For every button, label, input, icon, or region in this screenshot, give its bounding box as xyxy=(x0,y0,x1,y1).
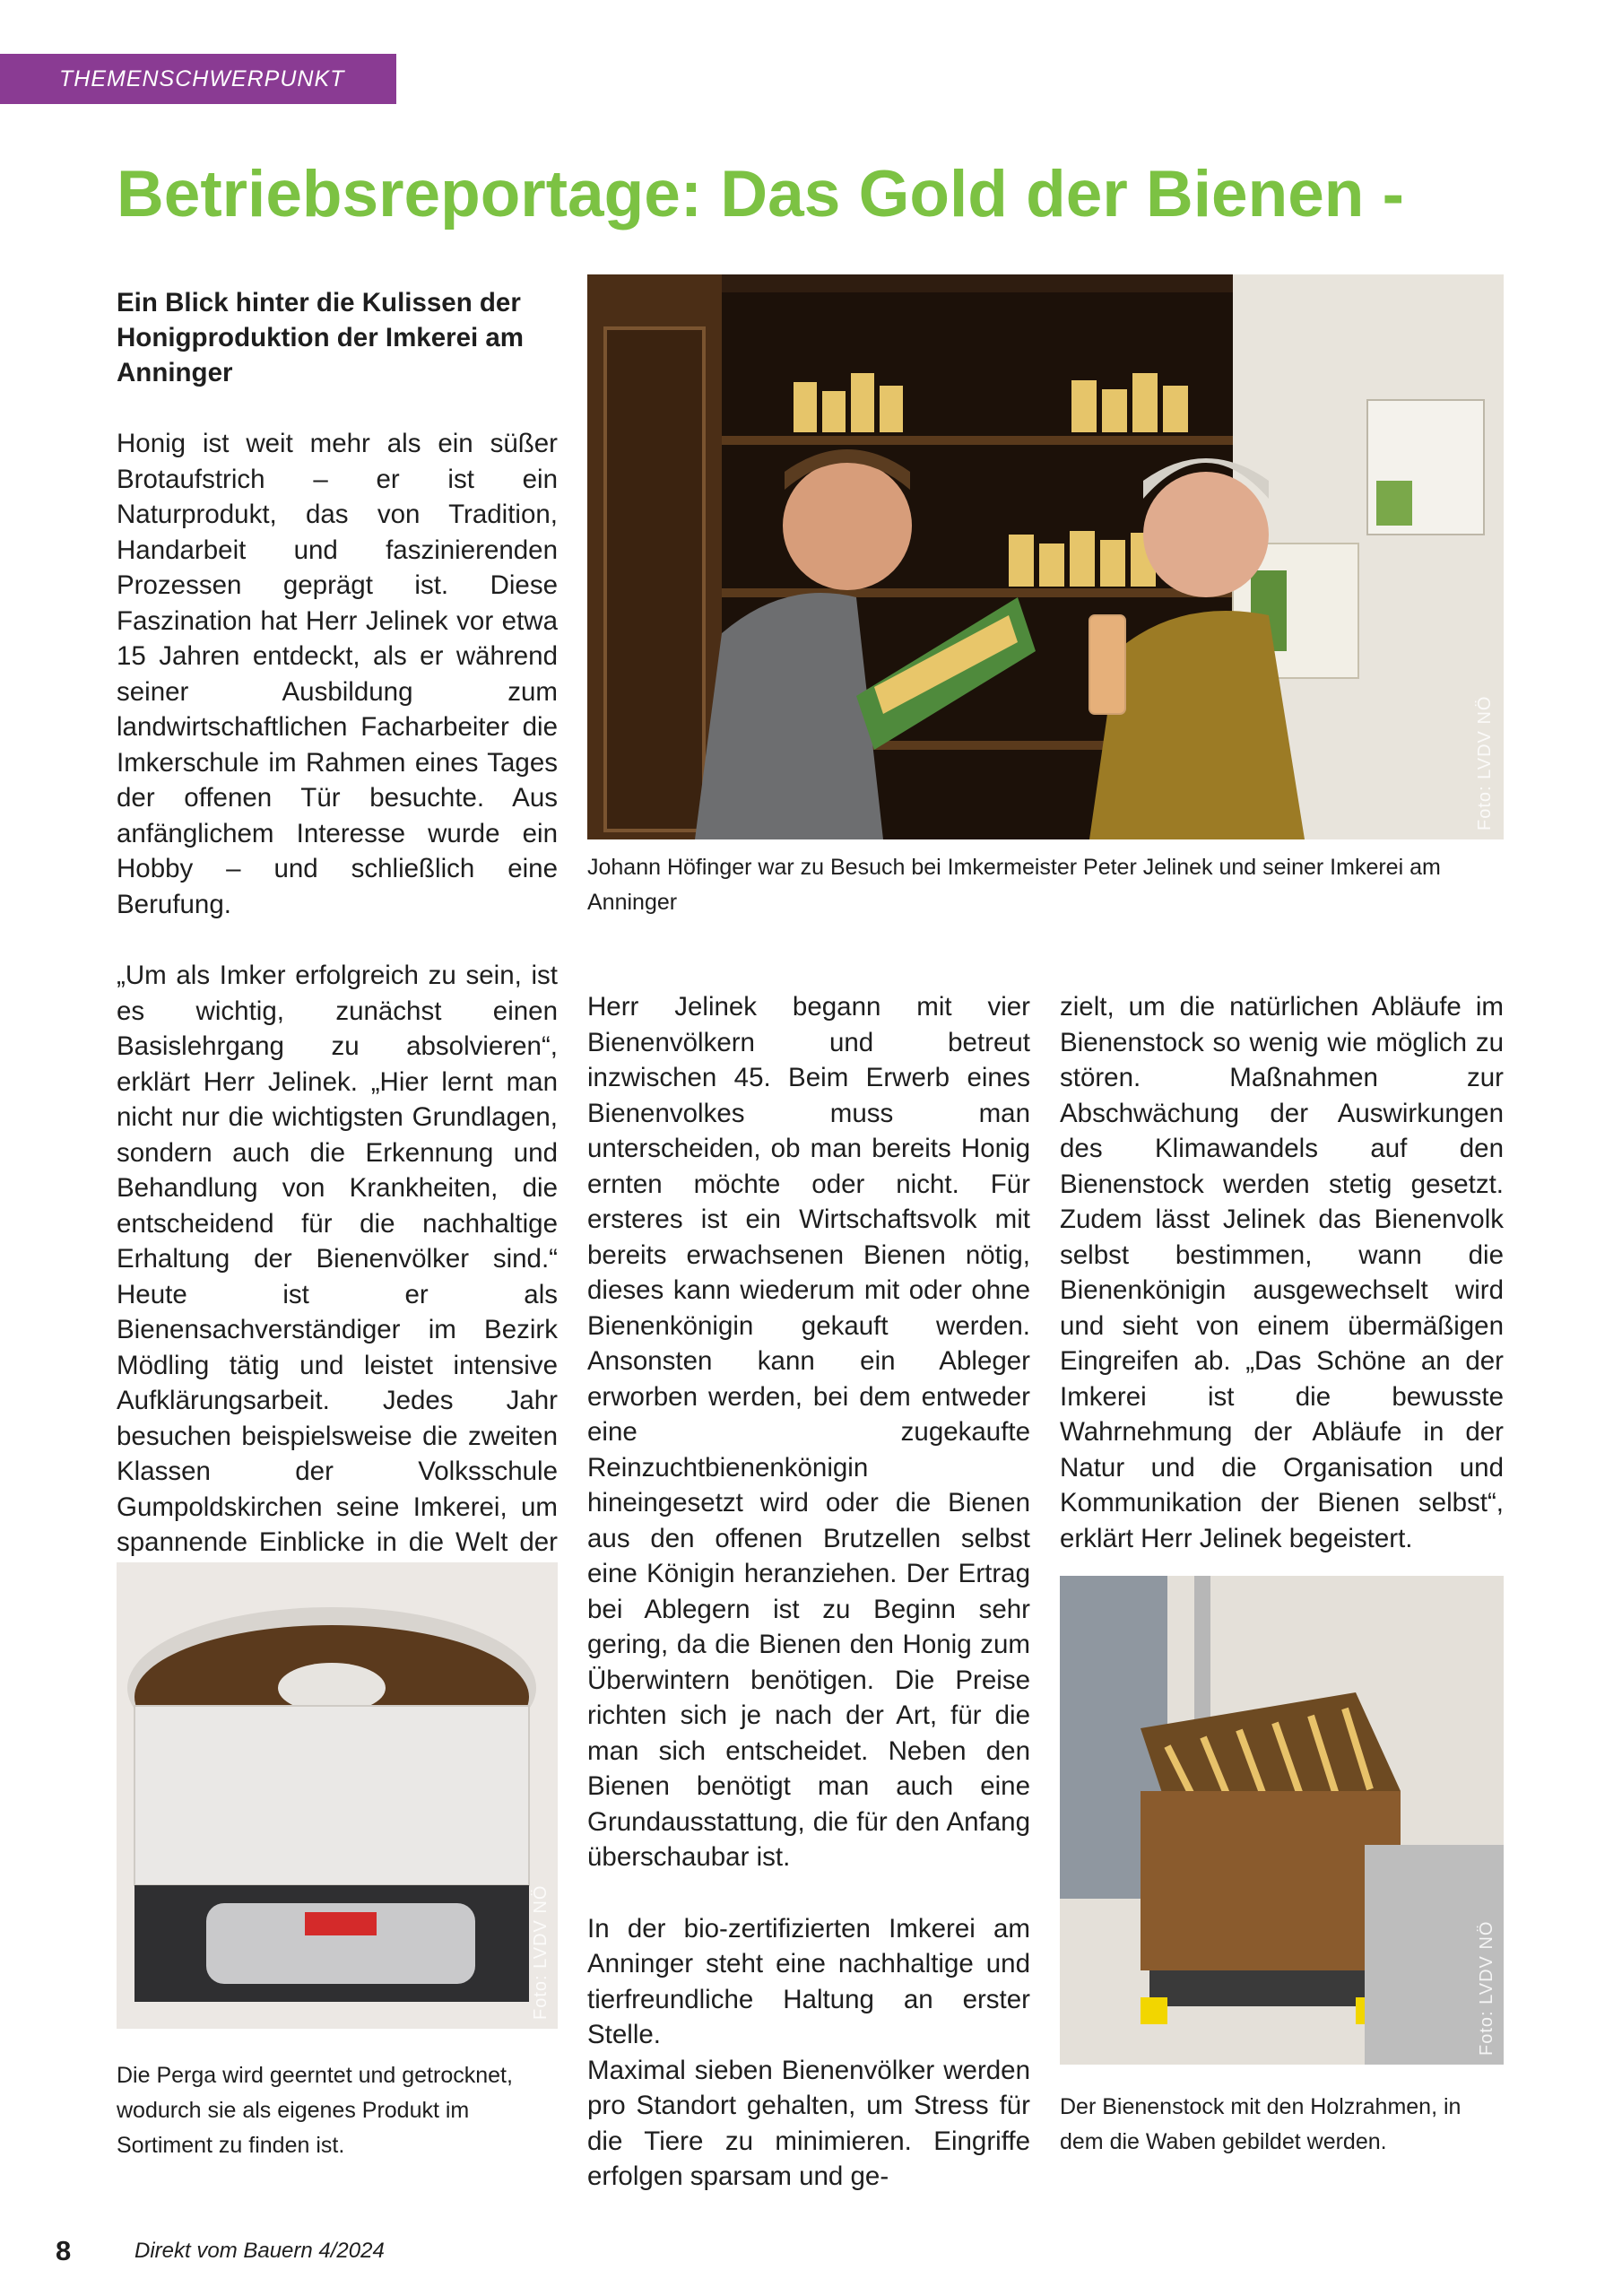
magazine-issue: Direkt vom Bauern 4/2024 xyxy=(134,2239,385,2263)
col1-paragraph-1: Honig ist weit mehr als ein süßer Brotaufstrich – er ist ein Naturprodukt, das von Tradition, Handarbeit und faszinierenden Prozessen geprägt ist. Diese Faszination hat Herr Jelinek vor etwa 15 Jahren entdeckt, als er während seiner Ausbildung zum landwirtschaftlichen Facharbeiter die Imkerschule im Rahmen eines Tages der offenen Tür besuchte. Aus anfänglichem Interesse wurde ein Hobby – und schließlich eine Berufung. xyxy=(117,429,558,919)
page-number: 8 xyxy=(56,2235,72,2266)
section-tag: THEMENSCHWERPUNKT xyxy=(0,54,396,104)
main-photo xyxy=(587,274,1504,839)
column-2 xyxy=(587,989,1030,2195)
perga-photo xyxy=(117,1562,558,2029)
perga-photo-caption: Die Perga wird geerntet und getrocknet, wodurch sie als eigenes Produkt im Sortiment zu finden ist. xyxy=(117,2063,513,2158)
column-1 xyxy=(117,285,558,1596)
article-headline: Betriebsreportage: Das Gold der Bienen - xyxy=(117,158,1404,230)
hive-photo-caption: Der Bienenstock mit den Holzrahmen, in dem die Waben gebildet werden. xyxy=(1060,2094,1462,2154)
article-lead: Ein Blick hinter die Kulissen der Honigproduktion der Imkerei am Anninger xyxy=(117,288,525,387)
col1-paragraph-2: „Um als Imker erfolgreich zu sein, ist es wichtig, zunächst einen Basislehrgang zu absolvieren“, erklärt Herr Jelinek. „Hier lernt man nicht nur die wichtigsten Grundlagen, sondern auch die Erkennung und Behandlung von Krankheiten, die entscheidend für die nachhaltige Erhaltung der Bienenvölker sind.“ Heute ist er als Bienensachverständiger im Bezirk Mödling tätig und leistet intensive Aufklärungsarbeit. Jedes Jahr besuchen beispielsweise die zweiten Klassen der Volksschule Gumpoldskirchen seine Imkerei, um spannende Einblicke in die Welt der xyxy=(117,961,558,1557)
photo-credit: Foto: LVDV NÖ xyxy=(1475,695,1495,831)
beehive-illustration xyxy=(1060,1576,1504,2065)
shop-photo-illustration xyxy=(587,274,1504,839)
col2-paragraph-3: Maximal sieben Bienenvölker werden pro Standort gehalten, um Stress für die Tiere zu minimieren. Eingriffe erfolgen sparsam und ge- xyxy=(587,2055,1030,2191)
main-photo-caption: Johann Höfinger war zu Besuch bei Imkermeister Peter Jelinek und seiner Imkerei am Anninger xyxy=(587,855,1441,915)
col2-paragraph-2: In der bio-zertifizierten Imkerei am Anninger steht eine nachhaltige und tierfreundliche Haltung an erster Stelle. xyxy=(587,1913,1030,2049)
hive-photo xyxy=(1060,1576,1504,2065)
col3-paragraph-1: zielt, um die natürlichen Abläufe im Bienenstock so wenig wie möglich zu stören. Maßnahmen zur Abschwächung der Auswirkungen des Klimawandels auf den Bienenstock werden stetig gesetzt. Zudem lässt Jelinek das Bienenvolk selbst bestimmen, wann die Bienenkönigin ausgewechselt wird und sieht von einem übermäßigen Eingreifen ab. „Das Schöne an der Imkerei ist die bewusste Wahrnehmung der Abläufe in der Natur und die Organisation und Kommunikation der Bienen selbst“, erklärt Herr Jelinek begeistert. xyxy=(1060,992,1504,1553)
perga-photo-credit: Foto: LVDV NÖ xyxy=(531,1884,551,2020)
dehydrator-illustration xyxy=(117,1562,558,2029)
column-3 xyxy=(1060,989,1504,1556)
hive-photo-credit: Foto: LVDV NÖ xyxy=(1477,1920,1496,2056)
col2-paragraph-1: Herr Jelinek begann mit vier Bienenvölkern und betreut inzwischen 45. Beim Erwerb eines Bienenvolkes muss man unterscheiden, ob man bereits Honig ernten möchte oder nicht. Für ersteres ist ein Wirtschaftsvolk mit bereits erwachsenen Bienen nötig, dieses kann wiederum mit oder ohne Bienenkönigin gekauft werden. Ansonsten kann ein Ableger erworben werden, bei dem entweder eine zugekaufte Reinzuchtbienenkönigin hineingesetzt wird oder die Bienen aus den offenen Brutzellen selbst eine Königin heranziehen. Der Ertrag bei Ablegern ist zu Beginn sehr gering, da die Bienen den Honig zum Überwintern benötigen. Die Preise richten sich je nach der Art, für die man sich entscheidet. Neben den Bienen benötigt man auch eine Grundausstattung, die für den Anfang überschaubar ist. xyxy=(587,992,1030,1872)
